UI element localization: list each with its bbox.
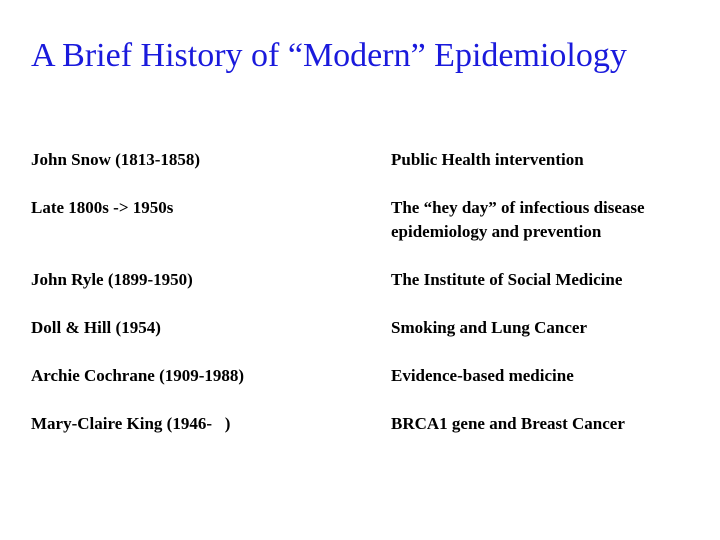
row-event: John Snow (1813-1858) bbox=[31, 150, 201, 169]
row-event: John Ryle (1899-1950) bbox=[31, 270, 193, 289]
row-description bbox=[391, 412, 711, 436]
row-event: Mary-Claire King (1946- ) bbox=[31, 414, 231, 433]
row-description-line: BRCA1 gene and Breast Cancer bbox=[391, 414, 625, 433]
row-event: Archie Cochrane (1909-1988) bbox=[31, 366, 245, 385]
row-event: Late 1800s -> 1950s bbox=[31, 198, 174, 217]
row-description bbox=[391, 316, 711, 340]
row-description-line: The Institute of Social Medicine bbox=[391, 270, 623, 289]
row-description bbox=[391, 268, 711, 292]
row-description bbox=[391, 196, 711, 244]
row-event: Doll & Hill (1954) bbox=[31, 318, 161, 337]
row-description-line: Smoking and Lung Cancer bbox=[391, 318, 588, 337]
row-description-line: Public Health intervention bbox=[391, 150, 584, 169]
row-description-line: epidemiology and prevention bbox=[391, 222, 602, 241]
row-description bbox=[391, 364, 711, 388]
row-description bbox=[391, 148, 711, 172]
row-description-line: The “hey day” of infectious disease bbox=[391, 198, 645, 217]
row-description-line: Evidence-based medicine bbox=[391, 366, 574, 385]
slide-title: A Brief History of “Modern” Epidemiology bbox=[31, 37, 627, 74]
